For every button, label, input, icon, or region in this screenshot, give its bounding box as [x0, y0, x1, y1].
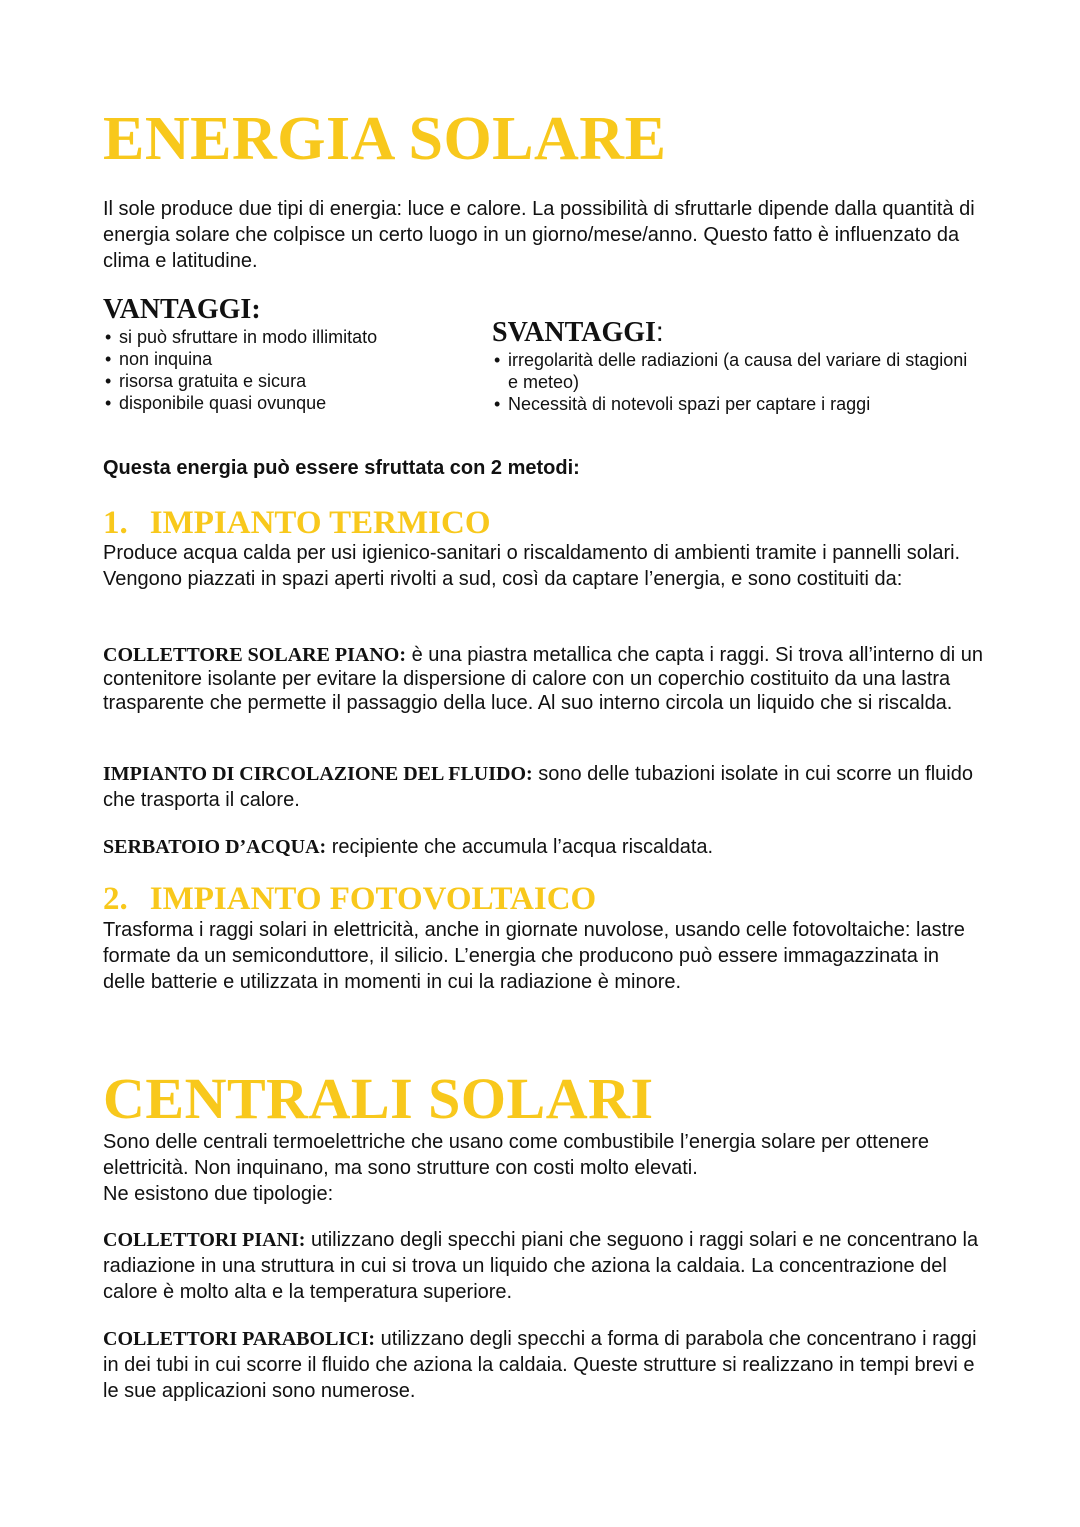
item-text: recipiente che accumula l’acqua riscaldata. [326, 836, 714, 858]
vantaggi-heading: VANTAGGI: [103, 294, 261, 325]
item-text: utilizzano degli specchi piani che seguono i raggi solari e ne concentrano la radiazione in una struttura in cui si trova un liquido che aziona la caldaia. La concentrazione del calore è molto alta e la temperatura superiore. [103, 1229, 979, 1303]
title-energia-solare: ENERGIA SOLARE [103, 105, 667, 173]
section2-heading [103, 883, 596, 916]
section1-item-1 [103, 643, 983, 715]
svantaggi-colon: : [655, 316, 664, 347]
vantaggi-block [103, 296, 463, 414]
section1-heading [103, 507, 490, 540]
item-text: sono delle tubazioni isolate in cui scorre un fluido che trasporta il calore. [103, 763, 973, 811]
intro-paragraph: Il sole produce due tipi di energia: luce e calore. La possibilità di sfruttarle dipende dalla quantità di energia solare che colpisce un certo luogo in un giorno/mese/anno. Questo fatto è influenzato da clima e latitudine. [103, 198, 975, 272]
section2-text: Trasforma i raggi solari in elettricità, anche in giornate nuvolose, usando celle fotovoltaiche: lastre formate da un semiconduttore, il silicio. L’energia che producono può essere immagazzinata in delle batterie e utilizzata in momenti in cui la radiazione è minore. [103, 919, 965, 993]
centrali-intro: Sono delle centrali termoelettriche che usano come combustibile l’energia solare per ottenere elettricità. Non inquinano, ma sono strutture con costi molto elevati. [103, 1131, 930, 1179]
section1-text: Produce acqua calda per usi igienico-sanitari o riscaldamento di ambienti tramite i pannelli solari. Vengono piazzati in spazi aperti rivolti a sud, così da captare l’energia, e sono costituiti da: [103, 542, 961, 590]
section2-number: 2. [103, 881, 128, 917]
title-centrali-solari: CENTRALI SOLARI [103, 1066, 654, 1131]
item-text: è una piastra metallica che capta i raggi. Si trova all’interno di un contenitore isolante per evitare la dispersione di calore con un coperchio costituito da una lastra trasparente che permette il passaggio della luce. Al suo interno circola un liquido che si riscalda. [103, 644, 984, 714]
svantaggi-list [492, 349, 972, 415]
item-label: COLLETTORI PIANI: [103, 1229, 306, 1251]
section1-item-3 [103, 834, 983, 860]
list-item: • Necessità di notevoli spazi per captare i raggi [492, 393, 972, 415]
list-item: • disponibile quasi ovunque [103, 392, 463, 414]
methods-intro: Questa energia può essere sfruttata con 2 metodi: [103, 457, 580, 479]
list-item: • irregolarità delle radiazioni (a causa del variare di stagioni e meteo) [492, 349, 972, 393]
list-item: • risorsa gratuita e sicura [103, 370, 463, 392]
list-item: • si può sfruttare in modo illimitato [103, 326, 463, 348]
item-label: SERBATOIO D’ACQUA: [103, 836, 327, 858]
svantaggi-block [492, 318, 972, 415]
item-label: IMPIANTO DI CIRCOLAZIONE DEL FLUIDO: [103, 763, 533, 785]
centrali-item-1 [103, 1227, 983, 1305]
item-text: utilizzano degli specchi a forma di parabola che concentrano i raggi in dei tubi in cui scorre il fluido che aziona la caldaia. Queste strutture si realizzano in tempi brevi e le sue applicazioni sono numerose. [103, 1328, 977, 1402]
section1-item-2 [103, 761, 983, 813]
item-label: COLLETTORI PARABOLICI: [103, 1328, 376, 1350]
item-label: COLLETTORE SOLARE PIANO: [103, 644, 407, 666]
svantaggi-heading-text: SVANTAGGI [492, 317, 656, 348]
svantaggi-heading [492, 318, 972, 347]
centrali-intro-2: Ne esistono due tipologie: [103, 1183, 334, 1205]
list-item: • non inquina [103, 348, 463, 370]
vantaggi-list [103, 326, 463, 414]
centrali-item-2 [103, 1326, 983, 1404]
section1-title: IMPIANTO TERMICO [149, 505, 491, 541]
section2-title: IMPIANTO FOTOVOLTAICO [149, 881, 597, 917]
section1-number: 1. [103, 505, 128, 541]
